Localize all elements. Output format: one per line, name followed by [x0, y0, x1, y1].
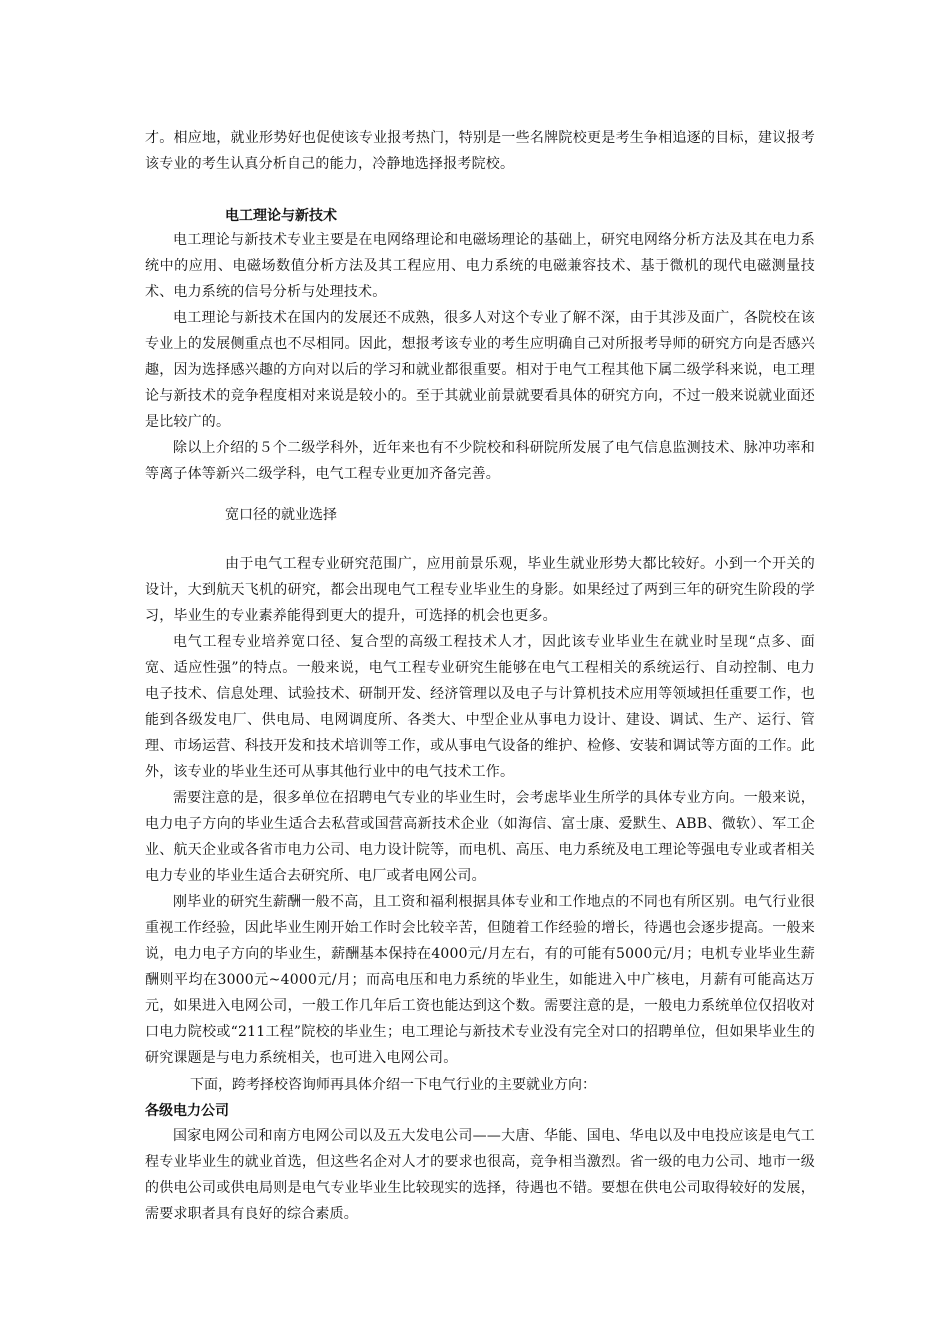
paragraph: 刚毕业的研究生薪酬一般不高，且工资和福利根据具体专业和工作地点的不同也有所区别。电气行业很重视工作经验，因此毕业生刚开始工作时会比较辛苦，但随着工作经验的增长，待遇也会逐步提高。一般来说，电力电子方向的毕业生，薪酬基本保持在4000元/月左右，有的可能有5000元/月；电机专业毕业生薪酬则平均在3000元~4000元/月；而高电压和电力系统的毕业生，如能进入中广核电，月薪有可能高达万元，如果进入电网公司，一般工作几年后工资也能达到这个数。需要注意的是，一般电力系统单位仅招收对口电力院校或“211工程”院校的毕业生；电工理论与新技术专业没有完全对口的招聘单位，但如果毕业生的研究课题是与电力系统相关，也可进入电网公司。: [145, 894, 815, 1066]
paragraph: 需要注意的是，很多单位在招聘电气专业的毕业生时，会考虑毕业生所学的具体专业方向。一般来说，电力电子方向的毕业生适合去私营或国营高新技术企业（如海信、富士康、爱默生、ABB、微软）、军工企业、航天企业或各省市电力公司、电力设计院等，而电机、高压、电力系统及电工理论等强电专业或者相关电力专业的毕业生适合去研究所、电厂或者电网公司。: [145, 790, 815, 884]
paragraph-block: [145, 125, 815, 177]
paragraph: 电工理论与新技术在国内的发展还不成熟，很多人对这个专业了解不深，由于其涉及面广，各院校在该专业上的发展侧重点也不尽相同。因此，想报考该专业的考生应明确自己对所报考导师的研究方向是否感兴趣，因为选择感兴趣的方向对以后的学习和就业都很重要。相对于电气工程其他下属二级学科来说，电工理论与新技术的竞争程度相对来说是较小的。至于其就业前景就要看具体的研究方向，不过一般来说就业面还是比较广的。: [145, 310, 815, 430]
paragraph: 电气工程专业培养宽口径、复合型的高级工程技术人才，因此该专业毕业生在就业时呈现“点多、面宽、适应性强”的特点。一般来说，电气工程专业研究生能够在电气工程相关的系统运行、自动控制、电力电子技术、信息处理、试验技术、研制开发、经济管理以及电子与计算机技术应用等领域担任重要工作，也能到各级发电厂、供电局、电网调度所、各类大、中型企业从事电力设计、建设、调试、生产、运行、管理、市场运营、科技开发和技术培训等工作，或从事电气设备的维护、检修、安装和调试等方面的工作。此外，该专业的毕业生还可从事其他行业中的电气技术工作。: [145, 634, 815, 780]
paragraph: 电工理论与新技术专业主要是在电网络理论和电磁场理论的基础上，研究电网络分析方法及其在电力系统中的应用、电磁场数值分析方法及其工程应用、电力系统的电磁兼容技术、基于微机的现代电磁测量技术、电力系统的信号分析与处理技术。: [145, 232, 815, 300]
intro-line: 下面，跨考择校咨询师再具体介绍一下电气行业的主要就业方向：: [190, 1077, 596, 1093]
paragraph: 除以上介绍的５个二级学科外，近年来也有不少院校和科研院所发展了电气信息监测技术、脉冲功率和等离子体等新兴二级学科，电气工程专业更加齐备完善。: [145, 440, 815, 482]
paragraph-intro: 才。相应地，就业形势好也促使该专业报考热门，特别是一些名牌院校更是考生争相追逐的目标，建议报考该专业的考生认真分析自己的能力，冷静地选择报考院校。: [145, 130, 815, 172]
section-heading-employment: 宽口径的就业选择: [225, 507, 337, 523]
paragraph-block: [145, 1123, 815, 1227]
paragraph: 国家电网公司和南方电网公司以及五大发电公司——大唐、华能、国电、华电以及中电投应该是电气工程专业毕业生的就业首选，但这些名企对人才的要求也很高，竞争相当激烈。省一级的电力公司、地市一级的供电公司或供电局则是电气专业毕业生比较现实的选择，待遇也不错。要想在供电公司取得较好的发展，需要求职者具有良好的综合素质。: [145, 1128, 815, 1222]
section-heading-theory: 电工理论与新技术: [225, 208, 337, 224]
paragraph-block: [145, 551, 815, 1071]
paragraph-block: [145, 227, 815, 487]
section-heading-power-companies: 各级电力公司: [145, 1103, 229, 1119]
paragraph: 由于电气工程专业研究范围广，应用前景乐观，毕业生就业形势大都比较好。小到一个开关的设计，大到航天飞机的研究，都会出现电气工程专业毕业生的身影。如果经过了两到三年的研究生阶段的学习，毕业生的专业素养能得到更大的提升，可选择的机会也更多。: [145, 556, 815, 624]
